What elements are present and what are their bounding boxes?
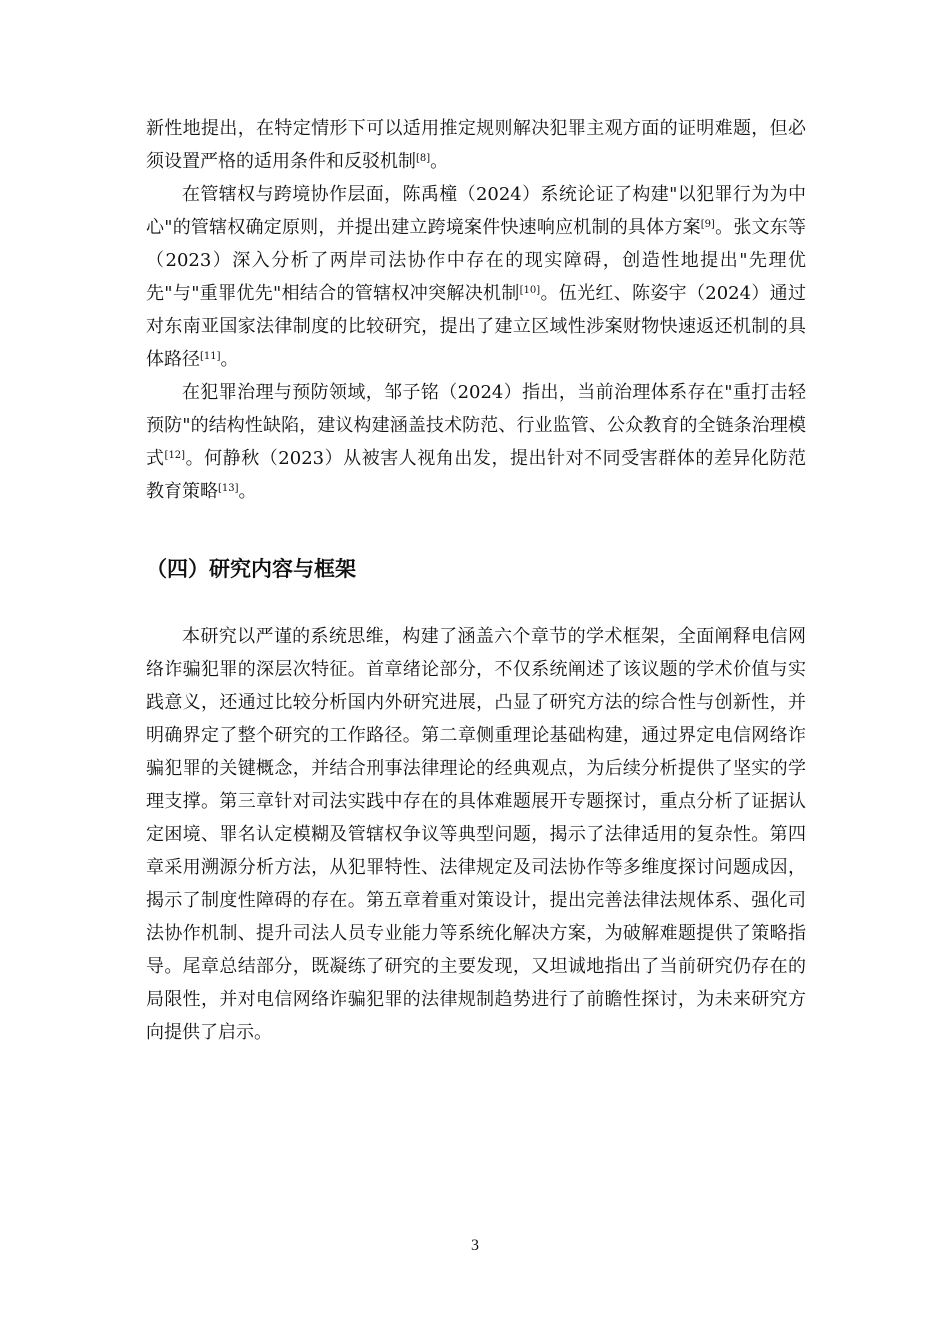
citation-11: [11] [200,351,221,362]
paragraph-text: 新性地提出，在特定情形下可以适用推定规则解决犯罪主观方面的证明难题，但必须设置严格的适用条件和反驳机制 [146,118,806,172]
citation-13: [13] [218,483,239,494]
paragraph-tail: 。 [430,151,449,172]
paragraph-segment: 。张文东等（2023）深入分析了两岸司法协作中存在的现实障碍，创造性地提出"先理优先"与"重罪优先"相结合的管辖权冲突解决机制 [146,217,807,304]
citation-9: [9] [700,219,715,230]
paragraph-segment: 。 [220,349,239,370]
paragraph-segment: 。 [238,481,257,502]
paragraph-segment: 。何静秋（2023）从被害人视角出发，提出针对不同受害群体的差异化防范教育策略 [146,448,807,502]
paragraph-continued [146,112,806,178]
paragraph-segment: 在犯罪治理与预防领域，邹子铭（2024）指出，当前治理体系存在"重打击轻预防"的结构性缺陷，建议构建涵盖技术防范、行业监管、公众教育的全链条治理模式 [146,382,806,469]
paragraph-segment: 在管辖权与跨境协作层面，陈禹橦（2024）系统论证了构建"以犯罪行为为中心"的管辖权确定原则，并提出建立跨境案件快速响应机制的具体方案 [146,184,806,238]
citation-8: [8] [416,153,431,164]
paragraph-segment: 。伍光红、陈姿宇（2024）通过对东南亚国家法律制度的比较研究，提出了建立区域性涉案财物快速返还机制的具体路径 [146,283,806,370]
page-number: 3 [471,1237,479,1254]
citation-12: [12] [164,450,186,461]
section-body-paragraph: 本研究以严谨的系统思维，构建了涵盖六个章节的学术框架，全面阐释电信网络诈骗犯罪的深层次特征。首章绪论部分，不仅系统阐述了该议题的学术价值与实践意义，还通过比较分析国内外研究进展，凸显了研究方法的综合性与创新性，并明确界定了整个研究的工作路径。第二章侧重理论基础构建，通过界定电信网络诈骗犯罪的关键概念，并结合刑事法律理论的经典观点，为后续分析提供了坚实的学理支撑。第三章针对司法实践中存在的具体难题展开专题探讨，重点分析了证据认定困境、罪名认定模糊及管辖权争议等典型问题，揭示了法律适用的复杂性。第四章采用溯源分析方法，从犯罪特性、法律规定及司法协作等多维度探讨问题成因，揭示了制度性障碍的存在。第五章着重对策设计，提出完善法律法规体系、强化司法协作机制、提升司法人员专业能力等系统化解决方案，为破解难题提供了策略指导。尾章总结部分，既凝练了研究的主要发现，又坦诚地指出了当前研究仍存在的局限性，并对电信网络诈骗犯罪的法律规制趋势进行了前瞻性探讨，为未来研究方向提供了启示。 [146,626,806,1043]
section-heading: （四）研究内容与框架 [146,557,356,581]
paragraph-governance [146,376,806,508]
page-body [146,112,806,1049]
citation-10: [10] [519,285,541,296]
paragraph-jurisdiction [146,178,806,376]
